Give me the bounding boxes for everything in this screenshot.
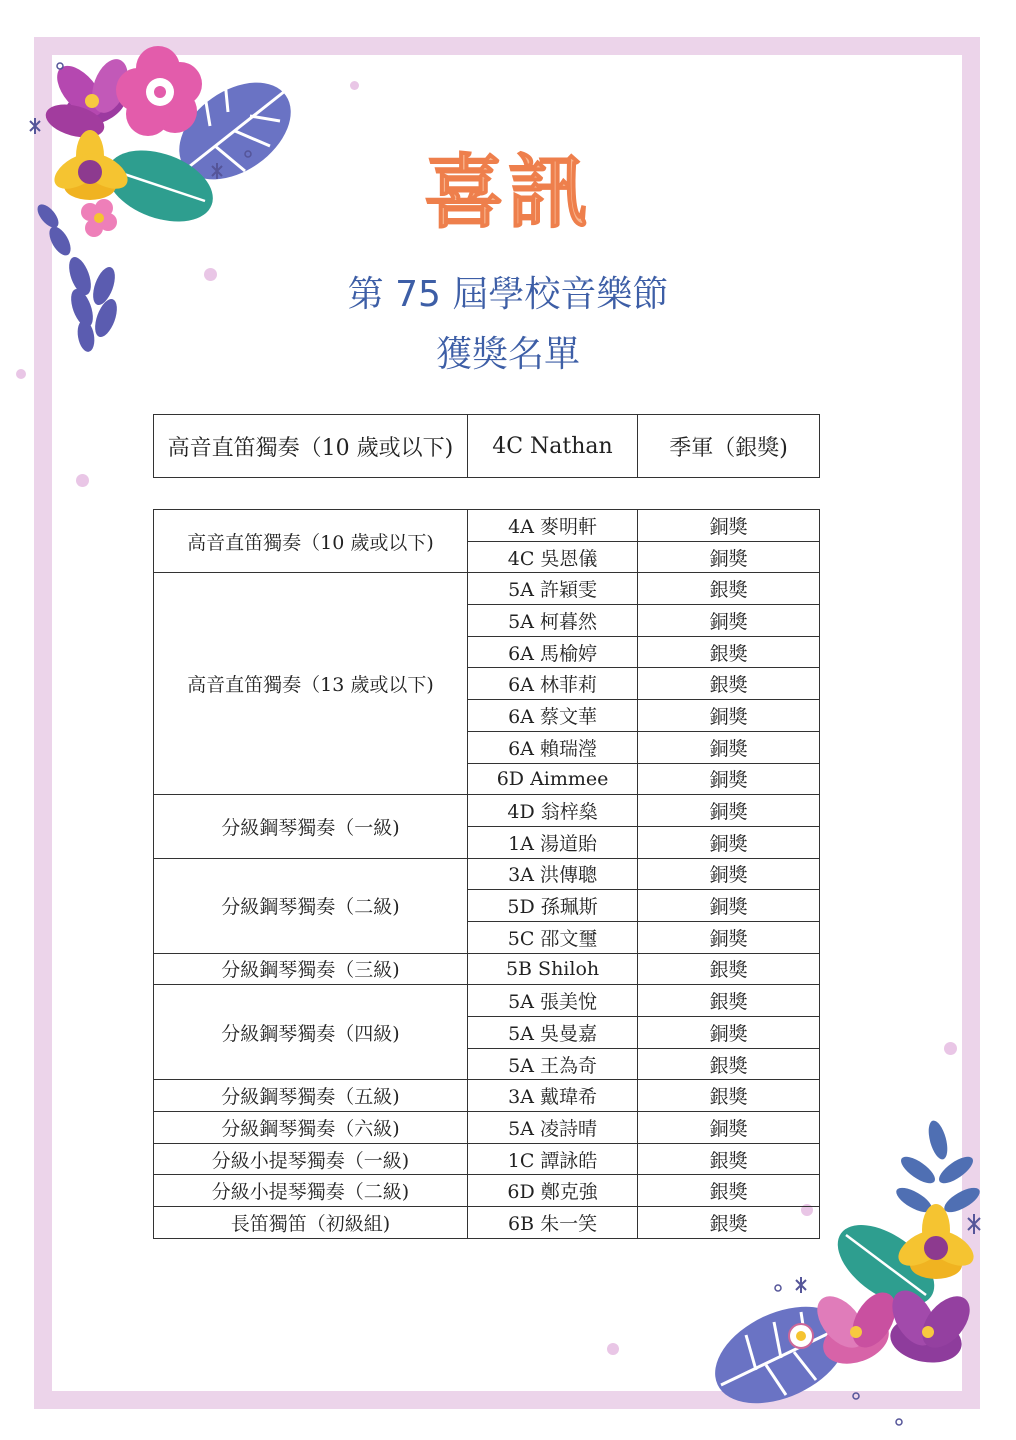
award-cell: 銅獎 [638,1017,820,1049]
category-cell: 分級鋼琴獨奏（三級) [154,953,468,985]
award-cell: 季軍（銀獎) [638,415,820,478]
decor-dot [944,1042,957,1055]
award-cell: 銅獎 [638,763,820,795]
student-cell: 1C 譚詠皓 [467,1143,637,1175]
student-cell: 4C Nathan [467,415,637,478]
awards-table [153,509,820,1239]
award-cell: 銀獎 [638,1048,820,1080]
top-award-table [153,414,820,478]
student-cell: 1A 湯道貽 [467,826,637,858]
fern-leaves-icon [893,1119,984,1217]
student-cell: 5B Shiloh [467,953,637,985]
student-cell: 3A 洪傳聰 [467,858,637,890]
student-cell: 4A 麥明軒 [467,510,637,542]
ring-icon [57,63,63,69]
table-row [154,1175,820,1207]
student-cell: 6B 朱一笑 [467,1207,637,1239]
category-cell: 分級小提琴獨奏（二級) [154,1175,468,1207]
decor-dot [607,1343,619,1355]
table-row [154,985,820,1017]
student-cell: 5D 孫珮斯 [467,890,637,922]
award-cell: 銀獎 [638,985,820,1017]
table-row [154,1112,820,1144]
student-cell: 6D Aimmee [467,763,637,795]
category-cell: 分級小提琴獨奏（一級) [154,1143,468,1175]
award-cell: 銀獎 [638,953,820,985]
category-cell: 分級鋼琴獨奏（一級) [154,795,468,858]
award-cell: 銀獎 [638,636,820,668]
student-cell: 3A 戴瑋希 [467,1080,637,1112]
awards-list-subtitle: 獲獎名單 [435,334,580,375]
ring-icon [775,1285,781,1291]
student-cell: 4D 翁梓燊 [467,795,637,827]
category-cell: 分級鋼琴獨奏（六級) [154,1112,468,1144]
student-cell: 4C 吳恩儀 [467,541,637,573]
award-cell: 銅獎 [638,795,820,827]
student-cell: 6A 林菲莉 [467,668,637,700]
award-cell: 銅獎 [638,890,820,922]
award-cell: 銅獎 [638,1112,820,1144]
award-cell: 銅獎 [638,700,820,732]
award-cell: 銅獎 [638,921,820,953]
award-cell: 銀獎 [638,573,820,605]
table-row [154,1143,820,1175]
student-cell: 6A 賴瑞瀅 [467,731,637,763]
daisy-flower-icon [789,1324,813,1348]
ring-icon [853,1393,859,1399]
student-cell: 5A 許穎雯 [467,573,637,605]
award-cell: 銅獎 [638,826,820,858]
table-row [154,1207,820,1239]
student-cell: 5A 吳曼嘉 [467,1017,637,1049]
award-cell: 銀獎 [638,1143,820,1175]
table-row [154,510,820,542]
award-cell: 銀獎 [638,1207,820,1239]
award-cell: 銅獎 [638,731,820,763]
category-cell: 分級鋼琴獨奏（五級) [154,1080,468,1112]
student-cell: 6D 鄭克強 [467,1175,637,1207]
category-cell: 分級鋼琴獨奏（二級) [154,858,468,953]
student-cell: 5A 張美悅 [467,985,637,1017]
pink-flower-icon [116,46,202,136]
table-row [154,1080,820,1112]
category-cell: 高音直笛獨奏（10 歲或以下) [154,415,468,478]
student-cell: 5A 王為奇 [467,1048,637,1080]
decor-dot [76,474,89,487]
award-cell: 銅獎 [638,541,820,573]
category-cell: 分級鋼琴獨奏（四級) [154,985,468,1080]
category-cell: 高音直笛獨奏（10 歲或以下) [154,510,468,573]
table-row [154,795,820,827]
award-cell: 銅獎 [638,510,820,542]
student-cell: 6A 馬榆婷 [467,636,637,668]
award-cell: 銀獎 [638,668,820,700]
award-cell: 銅獎 [638,858,820,890]
table-row [154,415,820,478]
student-cell: 6A 蔡文華 [467,700,637,732]
table-row [154,573,820,605]
award-cell: 銅獎 [638,605,820,637]
category-cell: 高音直笛獨奏（13 歲或以下) [154,573,468,795]
award-cell: 銀獎 [638,1175,820,1207]
award-cell: 銀獎 [638,1080,820,1112]
event-subtitle: 第 75 屆學校音樂節 [347,274,669,315]
student-cell: 5A 凌詩晴 [467,1112,637,1144]
ring-icon [896,1419,902,1425]
student-cell: 5A 柯暮然 [467,605,637,637]
table-row [154,953,820,985]
table-row [154,858,820,890]
decor-dot [350,81,359,90]
page-title: 喜訊 [424,146,592,239]
category-cell: 長笛獨笛（初級組) [154,1207,468,1239]
student-cell: 5C 邵文璽 [467,921,637,953]
